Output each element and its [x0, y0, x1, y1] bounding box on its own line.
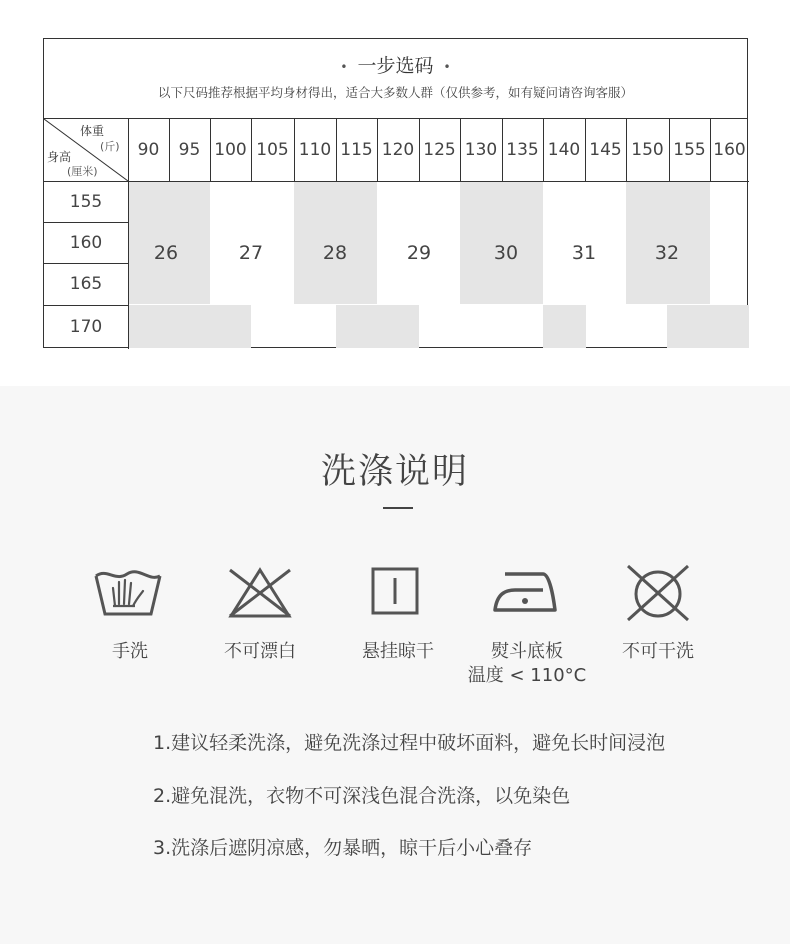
weight-header-cell: 155: [673, 140, 706, 160]
header-divider: [128, 119, 129, 181]
wash-title: 洗涤说明: [320, 452, 469, 492]
header-divider: [210, 119, 211, 181]
size-label: 29: [406, 242, 432, 264]
wash-instructions-section: [0, 386, 790, 944]
height-row-cell: 155: [69, 191, 103, 212]
weight-header-cell: 145: [589, 140, 622, 160]
header-divider: [710, 119, 711, 181]
header-divider: [543, 119, 544, 181]
size-chart-header: [44, 39, 747, 119]
weight-header-cell: 120: [381, 140, 415, 160]
header-divider: [626, 119, 627, 181]
corner-jin-label: (斤): [100, 140, 120, 153]
header-divider: [585, 119, 586, 181]
size-block-shade: [128, 305, 251, 348]
no-bleach-label: 不可漂白: [224, 641, 296, 662]
no-bleach-icon: [225, 564, 295, 624]
corner-header-cell: [44, 119, 128, 181]
header-divider: [251, 119, 252, 181]
height-row-cell: 170: [69, 317, 103, 337]
size-chart: [43, 38, 748, 348]
iron-label-line1: 熨斗底板: [491, 641, 563, 662]
corner-weight-label: 体重: [80, 124, 105, 138]
wash-rule-2: 2.避免混洗，衣物不可深浅色混合洗涤，以免染色: [153, 785, 571, 807]
height-row-cell: 165: [69, 274, 103, 294]
size-label: 26: [153, 242, 179, 264]
header-divider: [294, 119, 295, 181]
iron-icon: [491, 564, 561, 624]
header-divider: [669, 119, 670, 181]
weight-header-cell: 105: [256, 140, 289, 160]
size-block-shade: [336, 305, 419, 348]
header-divider: [336, 119, 337, 181]
corner-cm-label: (厘米): [67, 165, 98, 178]
hand-wash-icon: [93, 564, 163, 624]
no-dry-clean-icon: [623, 564, 693, 624]
row-header-divider: [128, 181, 129, 349]
height-row-cell: 160: [69, 232, 103, 253]
weight-header-cell: 115: [340, 140, 373, 160]
size-label: 28: [322, 242, 348, 264]
iron-label-line2: 温度 < 110°C: [467, 665, 587, 686]
header-divider: [502, 119, 503, 181]
weight-header-cell: 90: [137, 140, 160, 160]
corner-height-label: 身高: [47, 150, 72, 164]
size-chart-subtitle: 以下尺码推荐根据平均身材得出，适合大多数人群（仅供参考，如有疑问请咨询客服）: [157, 85, 633, 100]
weight-header-cell: 95: [178, 140, 201, 160]
hand-wash-label: 手洗: [112, 641, 148, 662]
header-divider: [460, 119, 461, 181]
size-label: 30: [493, 242, 519, 264]
header-bottom-line: [44, 181, 749, 182]
weight-header-cell: 135: [506, 140, 539, 160]
weight-header-cell: 150: [631, 140, 664, 160]
no-dry-clean-label: 不可干洗: [622, 641, 694, 662]
header-divider: [169, 119, 170, 181]
hang-dry-label: 悬挂晾干: [362, 641, 434, 662]
weight-header-cell: 125: [423, 140, 456, 160]
size-block-shade: [543, 305, 586, 348]
size-label: 27: [238, 242, 264, 264]
weight-header-cell: 130: [464, 140, 498, 160]
size-block-shade: [667, 305, 749, 348]
weight-header-cell: 100: [214, 140, 247, 160]
size-label: 32: [654, 242, 680, 264]
weight-header-cell: 140: [547, 140, 581, 160]
weight-header-cell: 160: [713, 140, 746, 160]
header-divider: [419, 119, 420, 181]
wash-rule-3: 3.洗涤后遮阴凉感，勿暴晒，晾干后小心叠存: [153, 837, 533, 859]
weight-header-cell: 110: [298, 140, 332, 160]
hang-dry-icon: [362, 564, 432, 624]
size-chart-title: • 一步选码 •: [340, 55, 451, 77]
header-divider: [377, 119, 378, 181]
size-label: 31: [571, 242, 597, 264]
wash-rule-1: 1.建议轻柔洗涤，避免洗涤过程中破坏面料，避免长时间浸泡: [153, 732, 666, 754]
title-divider: [383, 507, 413, 509]
